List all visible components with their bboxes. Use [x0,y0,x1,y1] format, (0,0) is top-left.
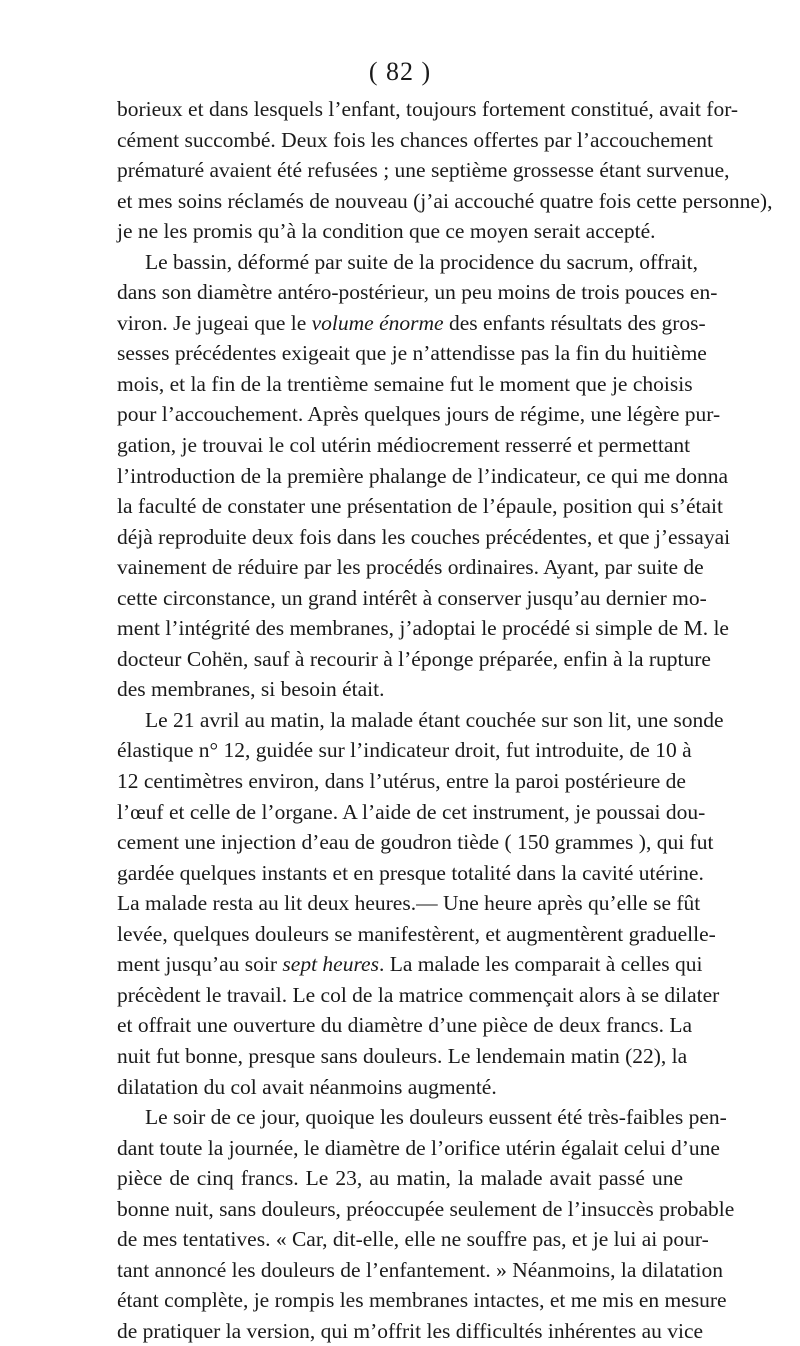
text-line: l’œuf et celle de l’organe. A l’aide de cet instrument, je poussai dou- [117,799,706,824]
text-line: pièce de cinq francs. Le 23, au matin, la malade avait passé une [117,1166,683,1191]
text-line: la faculté de constater une présentation de l’épaule, position qui s’était [117,494,723,519]
text-line: dant toute la journée, le diamètre de l’orifice utérin égalait celui d’une [117,1135,720,1160]
page-number: ( 82 ) [368,57,432,86]
text-line: cette circonstance, un grand intérêt à conserver jusqu’au dernier mo- [117,585,707,610]
text-line: dilatation du col avait néanmoins augmenté. [117,1074,497,1099]
text-line: prématuré avaient été refusées ; une septième grossesse étant survenue, [117,158,730,183]
text-line: des membranes, si besoin était. [117,677,385,702]
paragraph [117,247,731,705]
text-run: . La malade les comparait à celles qui [378,952,703,977]
text-line: je ne les promis qu’à la condition que ce moyen serait accepté. [117,219,656,244]
paragraph [117,94,773,247]
text-line: bonne nuit, sans douleurs, préoccupée seulement de l’insuccès probable [117,1196,735,1221]
italic-run: volume énorme [311,310,444,335]
italic-run: sept heures [282,952,379,977]
text-run: ment jusqu’au soir [117,952,283,977]
text-line: gardée quelques instants et en presque totalité dans la cavité utérine. [117,860,704,885]
text-line: l’introduction de la première phalange de l’indicateur, ce qui me donna [117,463,729,488]
text-line: cement une injection d’eau de goudron tiède ( 150 grammes ), qui fut [117,830,714,855]
text-line: élastique n° 12, guidée sur l’indicateur droit, fut introduite, de 10 à [117,738,692,763]
text-line: nuit fut bonne, presque sans douleurs. Le lendemain matin (22), la [117,1043,688,1068]
text-line [117,949,703,980]
text-line: docteur Cohën, sauf à recourir à l’éponge préparée, enfin à la rupture [117,646,711,671]
text-line: pour l’accouchement. Après quelques jours de régime, une légère pur- [117,402,721,427]
text-run: viron. Je jugeai que le [117,310,312,335]
text-run: des enfants résultats des gros- [443,310,706,335]
text-line: Le bassin, déformé par suite de la procidence du sacrum, offrait, [145,249,699,274]
text-line: gation, je trouvai le col utérin médiocrement resserré et permettant [117,433,691,458]
text-line: précèdent le travail. Le col de la matrice commençait alors à se dilater [117,982,720,1007]
body-text [117,94,773,1346]
text-line: 12 centimètres environ, dans l’utérus, entre la paroi postérieure de [117,769,686,794]
text-line: de pratiquer la version, qui m’offrit les difficultés inhérentes au vice [117,1318,704,1343]
text-line: et mes soins réclamés de nouveau (j’ai accouché quatre fois cette personne), [117,188,773,213]
text-line: borieux et dans lesquels l’enfant, toujours fortement constitué, avait for- [117,97,739,121]
text-line: étant complète, je rompis les membranes intactes, et me mis en mesure [117,1288,727,1313]
text-line: dans son diamètre antéro-postérieur, un peu moins de trois pouces en- [117,280,718,305]
text-line: cément succombé. Deux fois les chances offertes par l’accouchement [117,127,713,152]
text-line [117,308,706,339]
text-line: de mes tentatives. « Car, dit-elle, elle ne souffre pas, et je lui ai pour- [117,1227,709,1252]
text-line: levée, quelques douleurs se manifestèrent, et augmentèrent graduelle- [117,921,716,946]
paragraph [117,1102,735,1346]
text-line: vainement de réduire par les procédés ordinaires. Ayant, par suite de [117,555,704,580]
text-line: et offrait une ouverture du diamètre d’une pièce de deux francs. La [117,1013,693,1038]
text-line: ment l’intégrité des membranes, j’adoptai le procédé si simple de M. le [117,616,729,641]
text-line: déjà reproduite deux fois dans les couches précédentes, et que j’essayai [117,524,731,549]
text-line: mois, et la fin de la trentième semaine fut le moment que je choisis [117,371,693,396]
paragraph [117,705,724,1102]
text-line: La malade resta au lit deux heures.— Une heure après qu’elle se fût [117,891,701,916]
text-line: tant annoncé les douleurs de l’enfantement. » Néanmoins, la dilatation [117,1257,723,1282]
text-line: Le 21 avril au matin, la malade étant couchée sur son lit, une sonde [145,707,724,732]
text-line: sesses précédentes exigeait que je n’attendisse pas la fin du huitième [117,341,707,366]
text-line: Le soir de ce jour, quoique les douleurs eussent été très-faibles pen- [145,1105,727,1130]
